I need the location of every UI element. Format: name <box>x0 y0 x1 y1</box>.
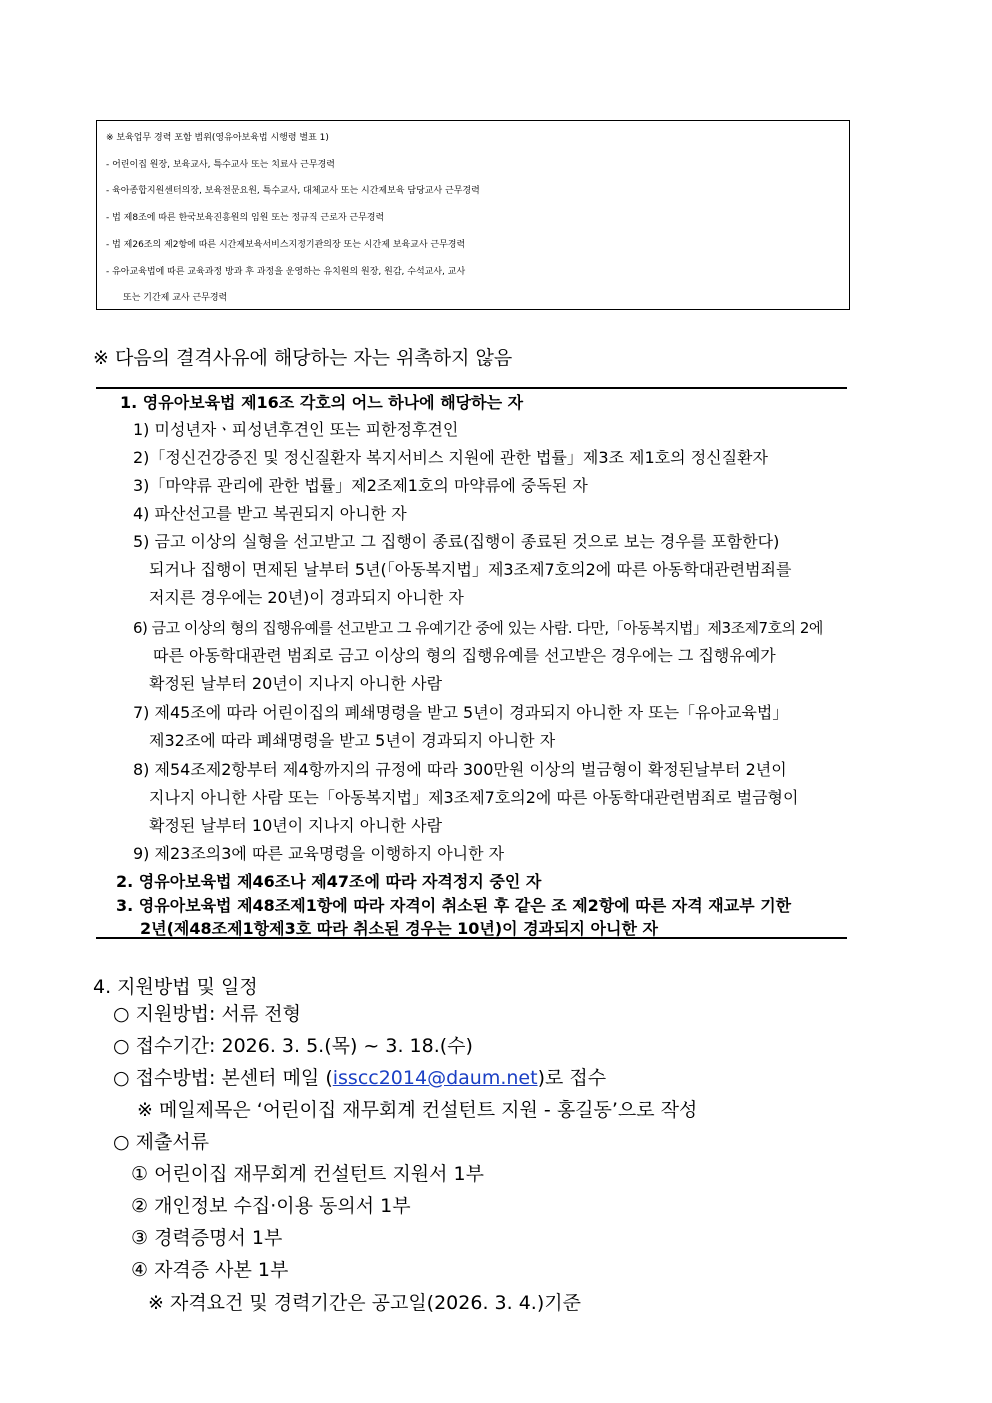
disqualification-subitem-continuation: 제32조에 따라 폐쇄명령을 받고 5년이 경과되지 아니한 자 <box>149 731 556 750</box>
document-item: ④ 자격증 사본 1부 <box>131 1259 289 1281</box>
disqualification-subitem-continuation: 저지른 경우에는 20년)이 경과되지 아니한 자 <box>149 588 464 607</box>
disqualification-subitem-continuation: 지나지 아니한 사람 또는「아동복지법」제3조제7호의2에 따른 아동학대관련범죄로 벌금형이 <box>149 788 799 807</box>
disqualification-block <box>96 387 847 939</box>
section-title: 4. 지원방법 및 일정 <box>93 976 258 998</box>
submission-prefix: ○ 접수방법: 본센터 메일 ( <box>113 1067 333 1089</box>
criteria-note: ※ 자격요건 및 경력기간은 공고일(2026. 3. 4.)기준 <box>148 1292 581 1314</box>
document-item: ① 어린이집 재무회계 컨설턴트 지원서 1부 <box>131 1163 484 1185</box>
disqualification-subitem: 4) 파산선고를 받고 복권되지 아니한 자 <box>133 504 407 523</box>
career-scope-item: - 유아교육법에 따른 교육과정 방과 후 과정을 운영하는 유치원의 원장, 원감, 수석교사, 교사 <box>106 266 466 277</box>
career-scope-item: - 어린이집 원장, 보육교사, 특수교사 또는 치료사 근무경력 <box>106 159 335 170</box>
disqualification-heading: ※ 다음의 결격사유에 해당하는 자는 위촉하지 않음 <box>93 347 513 369</box>
document-item: ③ 경력증명서 1부 <box>131 1227 283 1249</box>
disqualification-item-3: 3. 영유아보육법 제48조제1항에 따라 자격이 취소된 후 같은 조 제2항에 따른 자격 재교부 기한 <box>116 896 792 915</box>
career-scope-box <box>96 120 850 310</box>
mail-subject-note: ※ 메일제목은 ‘어린이집 재무회계 컨설턴트 지원 - 홍길동’으로 작성 <box>137 1099 698 1121</box>
disqualification-subitem-continuation: 확정된 날부터 20년이 지나지 아니한 사람 <box>149 674 443 693</box>
disqualification-subitem: 6) 금고 이상의 형의 집행유예를 선고받고 그 유예기간 중에 있는 사람. 다만,「아동복지법」제3조제7호의 2에 <box>133 619 823 637</box>
disqualification-subitem-continuation: 되거나 집행이 면제된 날부터 5년(「아동복지법」제3조제7호의2에 따른 아동학대관련범죄를 <box>149 560 792 579</box>
disqualification-item-3-continuation: 2년(제48조제1항제3호 따라 취소된 경우는 10년)이 경과되지 아니한 자 <box>140 919 658 938</box>
career-scope-item-continuation: 또는 기간제 교사 근무경력 <box>123 293 228 304</box>
disqualification-subitem: 1) 미성년자ㆍ피성년후견인 또는 피한정후견인 <box>133 420 459 439</box>
disqualification-subitem-continuation: 확정된 날부터 10년이 지나지 아니한 사람 <box>149 816 443 835</box>
career-scope-item: - 법 제8조에 따른 한국보육진흥원의 임원 또는 정규직 근로자 근무경력 <box>106 213 385 224</box>
documents-title: ○ 제출서류 <box>113 1131 210 1153</box>
disqualification-subitem: 5) 금고 이상의 실형을 선고받고 그 집행이 종료(집행이 종료된 것으로 보는 경우를 포함한다) <box>133 532 780 551</box>
career-scope-item: - 법 제26조의 제2항에 따른 시간제보육서비스지정기관의장 또는 시간제 보육교사 근무경력 <box>106 239 466 250</box>
career-scope-title: ※ 보육업무 경력 포함 범위(영유아보육법 시행령 별표 1) <box>106 133 329 143</box>
email-link[interactable]: isscc2014@daum.net <box>332 1067 538 1089</box>
disqualification-subitem-continuation: 따른 아동학대관련 범죄로 금고 이상의 형의 집행유예를 선고받은 경우에는 그 집행유예가 <box>153 646 776 665</box>
submission-suffix: )로 접수 <box>537 1067 607 1089</box>
application-submission <box>113 1062 606 1094</box>
disqualification-subitem: 9) 제23조의3에 따른 교육명령을 이행하지 아니한 자 <box>133 844 505 863</box>
disqualification-subitem: 2)「정신건강증진 및 정신질환자 복지서비스 지원에 관한 법률」제3조 제1호의 정신질환자 <box>133 448 768 467</box>
disqualification-subitem: 3)「마약류 관리에 관한 법률」제2조제1호의 마약류에 중독된 자 <box>133 476 588 495</box>
disqualification-subitem: 7) 제45조에 따라 어린이집의 폐쇄명령을 받고 5년이 경과되지 아니한 자 또는「유아교육법」 <box>133 703 789 722</box>
document-item: ② 개인정보 수집·이용 동의서 1부 <box>131 1195 411 1217</box>
disqualification-item-1: 1. 영유아보육법 제16조 각호의 어느 하나에 해당하는 자 <box>120 393 524 412</box>
disqualification-subitem: 8) 제54조제2항부터 제4항까지의 규정에 따라 300만원 이상의 벌금형이 확정된날부터 2년이 <box>133 760 787 779</box>
disqualification-item-2: 2. 영유아보육법 제46조나 제47조에 따라 자격정지 중인 자 <box>116 872 542 891</box>
career-scope-item: - 육아종합지원센터의장, 보육전문요원, 특수교사, 대체교사 또는 시간제보육 담당교사 근무경력 <box>106 186 480 197</box>
application-method: ○ 지원방법: 서류 전형 <box>113 1003 301 1025</box>
application-period: ○ 접수기간: 2026. 3. 5.(목) ~ 3. 18.(수) <box>113 1035 473 1057</box>
